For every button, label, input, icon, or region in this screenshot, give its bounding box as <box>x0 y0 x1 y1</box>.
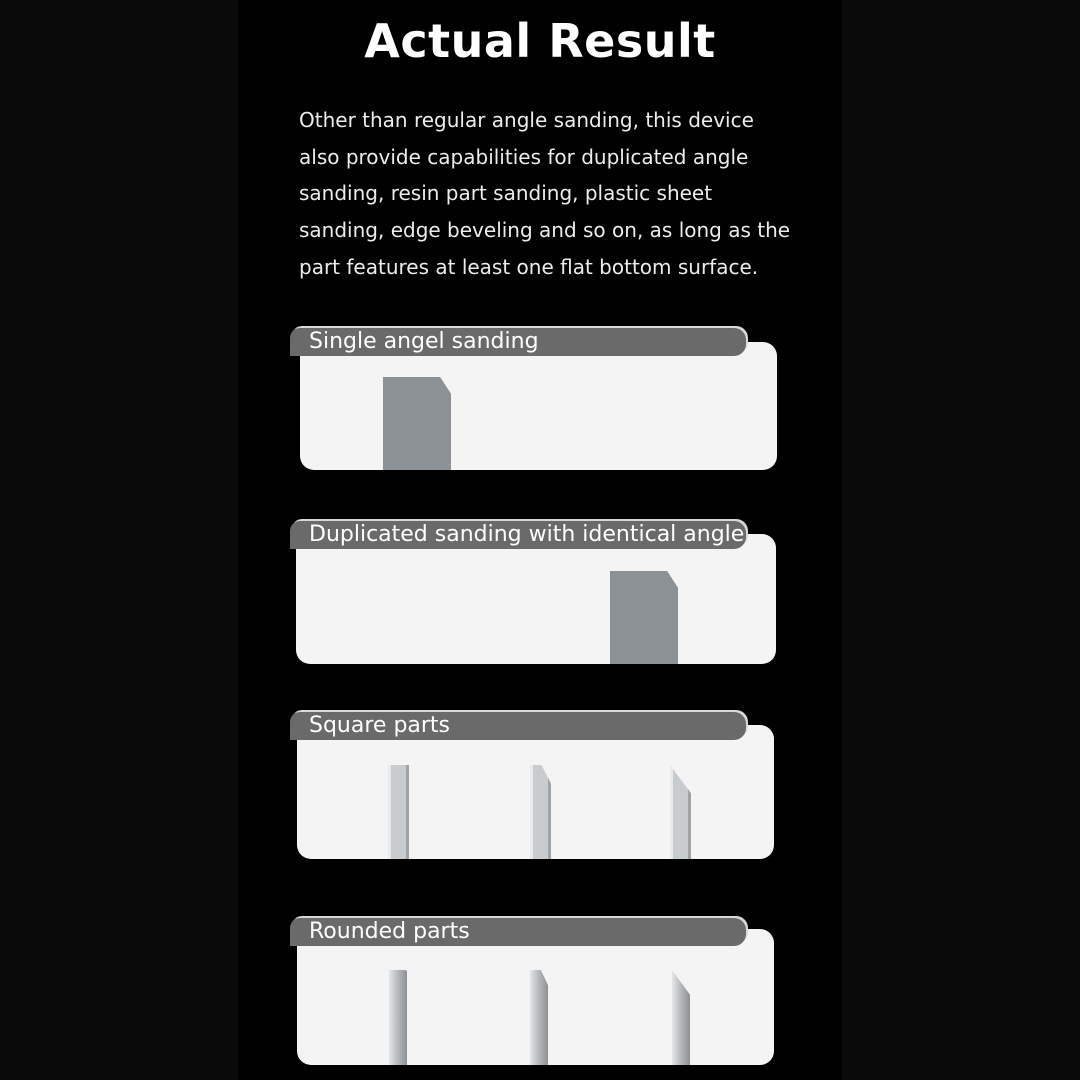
square-part <box>388 765 409 859</box>
square-part <box>670 765 691 859</box>
rounded-parts-image <box>297 929 774 1065</box>
section-tab-square-parts: Square parts <box>290 712 746 740</box>
rounded-part <box>672 970 690 1065</box>
intro-paragraph: Other than regular angle sanding, this device also provide capabilities for duplicated angle sanding, resin part sanding, plastic sheet sanding, edge beveling and so on, as long as the part features at least one flat bottom surface. <box>299 108 791 279</box>
page-title: Actual Result <box>364 14 716 68</box>
sanded-block <box>610 571 678 664</box>
square-parts-image <box>297 725 774 859</box>
single-angle-image <box>300 342 777 470</box>
section-tab-single-angle: Single angel sanding <box>290 328 746 356</box>
square-part <box>530 765 551 859</box>
section-tab-duplicated-angle: Duplicated sanding with identical angle <box>290 521 746 549</box>
section-tab-rounded-parts: Rounded parts <box>290 918 746 946</box>
rounded-part <box>389 970 407 1065</box>
sanded-block <box>383 377 451 470</box>
rounded-part <box>530 970 548 1065</box>
duplicated-angle-image <box>296 534 776 664</box>
